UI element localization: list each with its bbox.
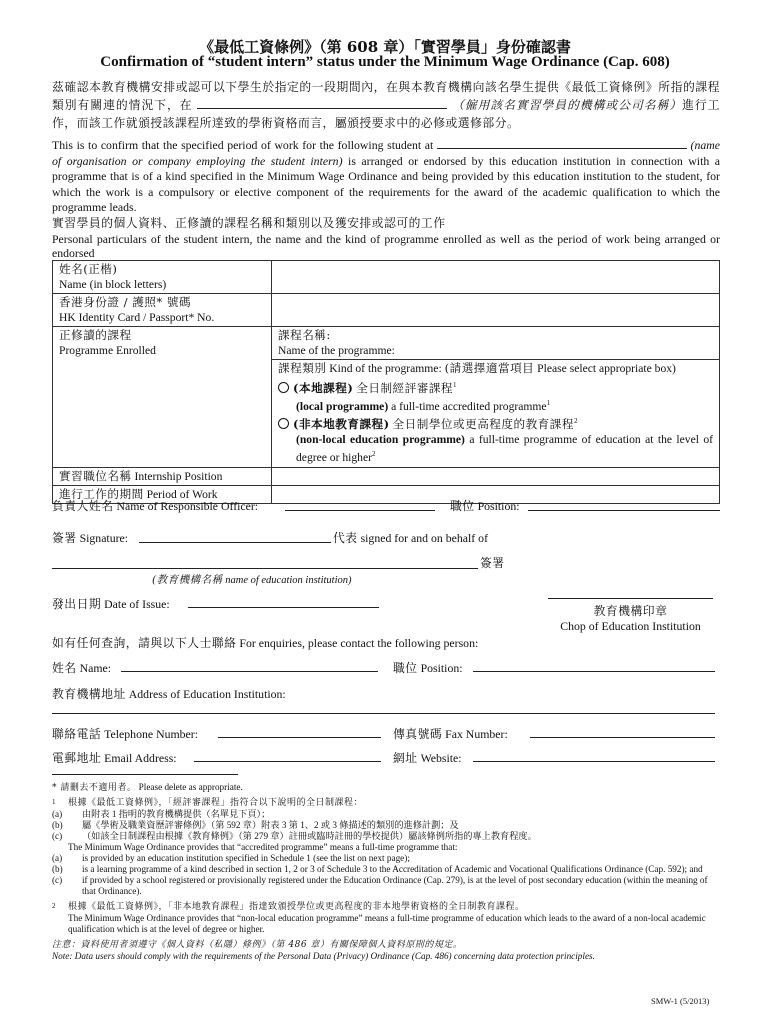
footnote-2-zh-text: 根據《最低工資條例》，「非本地教育課程」指達致頒授學位或更高程度的非本地學術資格的全日制教育課程。 (68, 902, 525, 912)
programme-name-label-zh: 課程名稱: (278, 328, 331, 342)
officer-label-en: Name of Responsible Officer: (116, 499, 259, 513)
intro-chinese (52, 78, 720, 132)
website-label (393, 749, 462, 766)
id-label-cell (53, 294, 272, 327)
star-note-en: Please delete as appropriate. (138, 782, 243, 792)
telephone-label (52, 725, 198, 742)
signature-label-zh: 簽署 (52, 531, 77, 545)
non-local-programme-radio[interactable] (278, 418, 289, 429)
position-label-zh: 職位 (450, 499, 475, 513)
programme-name-label-en: Name of the programme: (278, 344, 395, 357)
officer-position-field[interactable] (528, 510, 720, 511)
intro-zh-part2: （僱用該名實習學員的機構或公司名稱） (452, 98, 683, 112)
footnote-2-zh (52, 901, 720, 913)
footnote-divider (52, 774, 238, 775)
chop-label-en: Chop of Education Institution (560, 619, 701, 633)
footnote-star (52, 782, 720, 794)
list-item-text: if provided by a school registered or provisionally registered under the Education Ordinance (Cap. 279), is at the level of post secondary education (within the meaning of that Ordinance). (82, 875, 708, 896)
intern-label-en: Internship Position (134, 470, 223, 484)
address-label-en: Address of Education Institution: (128, 687, 286, 701)
title-english: Confirmation of “student intern” status under the Minimum Wage Ordinance (Cap. 608) (100, 54, 670, 70)
opt2-zh: 全日制學位或更高程度的教育課程 (392, 416, 574, 431)
opt1-bold-zh: (本地課程) (293, 380, 354, 395)
programme-label-zh: 正修讀的課程 (59, 328, 132, 342)
chop-label-zh: 教育機構印章 (593, 604, 668, 618)
opt1-en-sup: 1 (546, 398, 551, 407)
kind-select-en: Please select appropriate box) (537, 362, 676, 375)
email-label (52, 749, 177, 766)
issue-label-zh: 發出日期 (52, 597, 102, 611)
contact-position-label (393, 659, 463, 676)
table-row (53, 468, 720, 486)
list-item (52, 864, 720, 875)
telephone-field[interactable] (218, 737, 381, 738)
organisation-blank-en[interactable] (437, 137, 687, 149)
period-label-zh: 進行工作的期間 (59, 487, 144, 502)
intro-en-part3: is arranged or endorsed by this education institution in connection with a programme that is of a kind specified in the Minimum Wage Ordinance and being provided by this education institution to the student, for which the work is a compulsory or elective component of the requirements for the award of the academic qualification to which the programme leads. (52, 153, 721, 214)
list-item-key: (c) (52, 831, 63, 841)
list-item-text: is provided by an education institution specified in Schedule 1 (see the list on next page); (82, 853, 410, 863)
list-item-text: is a learning programme of a kind described in section 1, 2 or 3 of Schedule 3 to the Accreditation of Academic and Vocational Qualifications Ordinance (Cap. 592); and (82, 864, 703, 874)
star-note-zh: * 請刪去不適用者。 (52, 783, 137, 793)
fax-field[interactable] (530, 737, 715, 738)
id-label-en: HK Identity Card / Passport* No. (59, 311, 215, 324)
name-label-cell (53, 261, 272, 294)
name-label-zh: 姓名(正楷) (59, 262, 118, 276)
fax-label-en: Fax Number: (445, 727, 508, 741)
contact-name-label (52, 659, 111, 676)
contact-position-label-en: Position: (420, 661, 463, 675)
issue-date-field[interactable] (188, 607, 379, 608)
institution-name-caption (152, 572, 352, 587)
programme-name-field[interactable] (272, 327, 720, 360)
privacy-note-zh: 注意：資料使用者須遵守《個人資料（私隱）條例》（第 486 章）有關保障個人資料原則的規定。 (52, 940, 463, 950)
opt2-bold-zh: (非本地教育課程) (293, 416, 390, 431)
table-row (53, 261, 720, 294)
list-item (52, 875, 720, 897)
list-item-key: (b) (52, 864, 63, 874)
inst-name-caption-zh: (教育機構名稱 (152, 574, 223, 586)
opt2-en: a full-time programme of education at the level of degree or higher (296, 432, 713, 464)
officer-label-zh: 負責人姓名 (52, 499, 114, 513)
intro-zh-part3: 進行工作，而該工作就頒授該課程所達致的學術資格而言，屬頒授要求中的必修或選修部分。 (52, 98, 720, 130)
chop-field[interactable] (548, 598, 713, 599)
address-label (52, 685, 286, 702)
list-item-text: 由附表 1 指明的教育機構提供（名單見下頁）； (82, 809, 271, 819)
kind-label-en: Kind of the programme: (329, 362, 442, 375)
footnote-1-en: The Minimum Wage Ordinance provides that “accredited programme” means a full-time programme that: (68, 842, 458, 852)
footnotes (52, 782, 720, 962)
list-item (52, 820, 720, 831)
list-item-text: （如該全日制課程由根據《教育條例》（第 279 章）註冊或臨時註冊的學校提供）屬該條例所指的專上教育程度。 (82, 831, 537, 841)
id-label-zh: 香港身份證 / 護照* 號碼 (59, 295, 192, 309)
contact-position-label-zh: 職位 (393, 661, 418, 675)
opt2-en-sup: 2 (371, 449, 376, 458)
behalf-label-en: signed for and on behalf of (360, 531, 488, 545)
signature-label-en: Signature: (79, 531, 129, 545)
enquiry-label (52, 634, 478, 651)
enquiry-label-zh: 如有任何查詢，請與以下人士聯絡 (52, 636, 237, 650)
table-row (53, 294, 720, 327)
officer-name-field[interactable] (285, 510, 435, 511)
intern-position-label-cell (53, 468, 272, 486)
list-item (52, 831, 720, 842)
programme-label-en: Programme Enrolled (59, 344, 156, 357)
local-programme-radio[interactable] (278, 382, 289, 393)
kind-select-zh: (請選擇適當項目 (444, 361, 535, 375)
fax-label-zh: 傳真號碼 (393, 727, 443, 741)
kind-label-zh: 課程類別 (278, 361, 327, 375)
programme-label-cell (53, 327, 272, 468)
footnote-1-zh (52, 797, 720, 809)
address-field[interactable] (52, 713, 715, 714)
intern-label-zh: 實習職位名稱 (59, 469, 132, 484)
opt1-bold-en: (local programme) (296, 399, 389, 413)
behalf-label (333, 529, 488, 546)
intro-zh-part1: 茲確認本教育機構安排或認可以下學生於指定的一段期間內，在與本教育機構向該名學生提供《最低工資條例》所指的課程類別有關連的情況下，在 (52, 80, 720, 112)
intern-position-field[interactable] (272, 468, 720, 486)
telephone-label-en: Telephone Number: (104, 727, 199, 741)
telephone-label-zh: 聯絡電話 (52, 727, 102, 741)
footnote-1-zh-text: 根據《最低工資條例》，「經評審課程」指符合以下說明的全日制課程： (68, 798, 364, 808)
behalf-label-zh: 代表 (333, 531, 358, 545)
name-field[interactable] (272, 261, 720, 294)
section-title-chinese: 實習學員的個人資料、正修讀的課程名稱和類別以及獲安排或認可的工作 (52, 216, 446, 230)
signature-field[interactable] (139, 542, 331, 543)
website-field[interactable] (473, 761, 715, 762)
website-label-en: Website: (420, 751, 462, 765)
organisation-blank[interactable] (197, 97, 447, 109)
title-chinese: 《最低工資條例》（第 608 章）「實習學員」身份確認書 (199, 38, 571, 56)
footnote-1-number: 1 (52, 798, 56, 806)
list-item-text: 屬《學術及職業資歷評審條例》（第 592 章）附表 3 第 1、2 或 3 條描述的類別的進修計劃；及 (82, 820, 459, 830)
officer-label (52, 497, 258, 514)
opt1-en: a full-time accredited programme (391, 399, 547, 413)
opt1-sup: 1 (453, 381, 457, 389)
name-label-en: Name (in block letters) (59, 278, 167, 291)
position-label-en: Position: (477, 499, 520, 513)
table-row (53, 327, 720, 360)
list-item (52, 809, 720, 820)
period-label-en: Period of Work (146, 488, 218, 502)
section-title-english: Personal particulars of the student intern, the name and the kind of programme enrolled as well as the period of work being arranged or endorsed (52, 232, 720, 260)
enquiry-label-en: For enquiries, please contact the following person: (239, 636, 479, 650)
intro-en-part1: This is to confirm that the specified period of work for the following student at (52, 138, 434, 152)
email-label-zh: 電郵地址 (52, 751, 102, 765)
issue-label-en: Date of Issue: (104, 597, 170, 611)
website-label-zh: 網址 (393, 751, 418, 765)
contact-name-field[interactable] (121, 671, 378, 672)
issue-date-label (52, 595, 170, 612)
footnote-1-zh-list (52, 809, 720, 842)
opt2-sup: 2 (573, 416, 578, 425)
intro-en-part2: (name of organisation or company employing the student intern) (52, 138, 720, 168)
opt1-zh: 全日制經評審課程 (356, 380, 454, 395)
id-field[interactable] (272, 294, 720, 327)
footnote-1-en-list (52, 853, 720, 897)
signature-label (52, 529, 128, 546)
contact-name-label-en: Name: (79, 661, 112, 675)
email-label-en: Email Address: (104, 751, 177, 765)
list-item-key: (a) (52, 809, 63, 819)
intro-english (52, 137, 720, 216)
opt2-bold-en: (non-local education programme) (296, 432, 465, 446)
list-item-key: (a) (52, 853, 63, 863)
programme-kind-cell (272, 360, 720, 468)
contact-position-field[interactable] (473, 671, 715, 672)
list-item (52, 853, 720, 864)
inst-name-caption-en: name of education institution) (225, 575, 352, 586)
email-field[interactable] (194, 761, 381, 762)
student-particulars-table (52, 260, 720, 504)
institution-name-field[interactable] (52, 568, 478, 569)
address-label-zh: 教育機構地址 (52, 687, 126, 701)
privacy-note-en: Note: Data users should comply with the requirements of the Personal Data (Privacy) Ordinance (Cap. 486) concerning data protection principles. (52, 951, 595, 961)
footnote-2-en: The Minimum Wage Ordinance provides that “non-local education programme” means a full-time programme of education which leads to the award of a non-local academic qualification which is at the level of degree or higher. (68, 913, 706, 934)
list-item-key: (c) (52, 875, 63, 885)
contact-name-label-zh: 姓名 (52, 661, 77, 675)
position-label (450, 497, 520, 514)
form-code: SMW-1 (5/2013) (651, 996, 710, 1006)
institution-sign-label: 簽署 (480, 556, 505, 570)
fax-label (393, 725, 508, 742)
footnote-2-number: 2 (52, 902, 56, 910)
list-item-key: (b) (52, 820, 63, 830)
